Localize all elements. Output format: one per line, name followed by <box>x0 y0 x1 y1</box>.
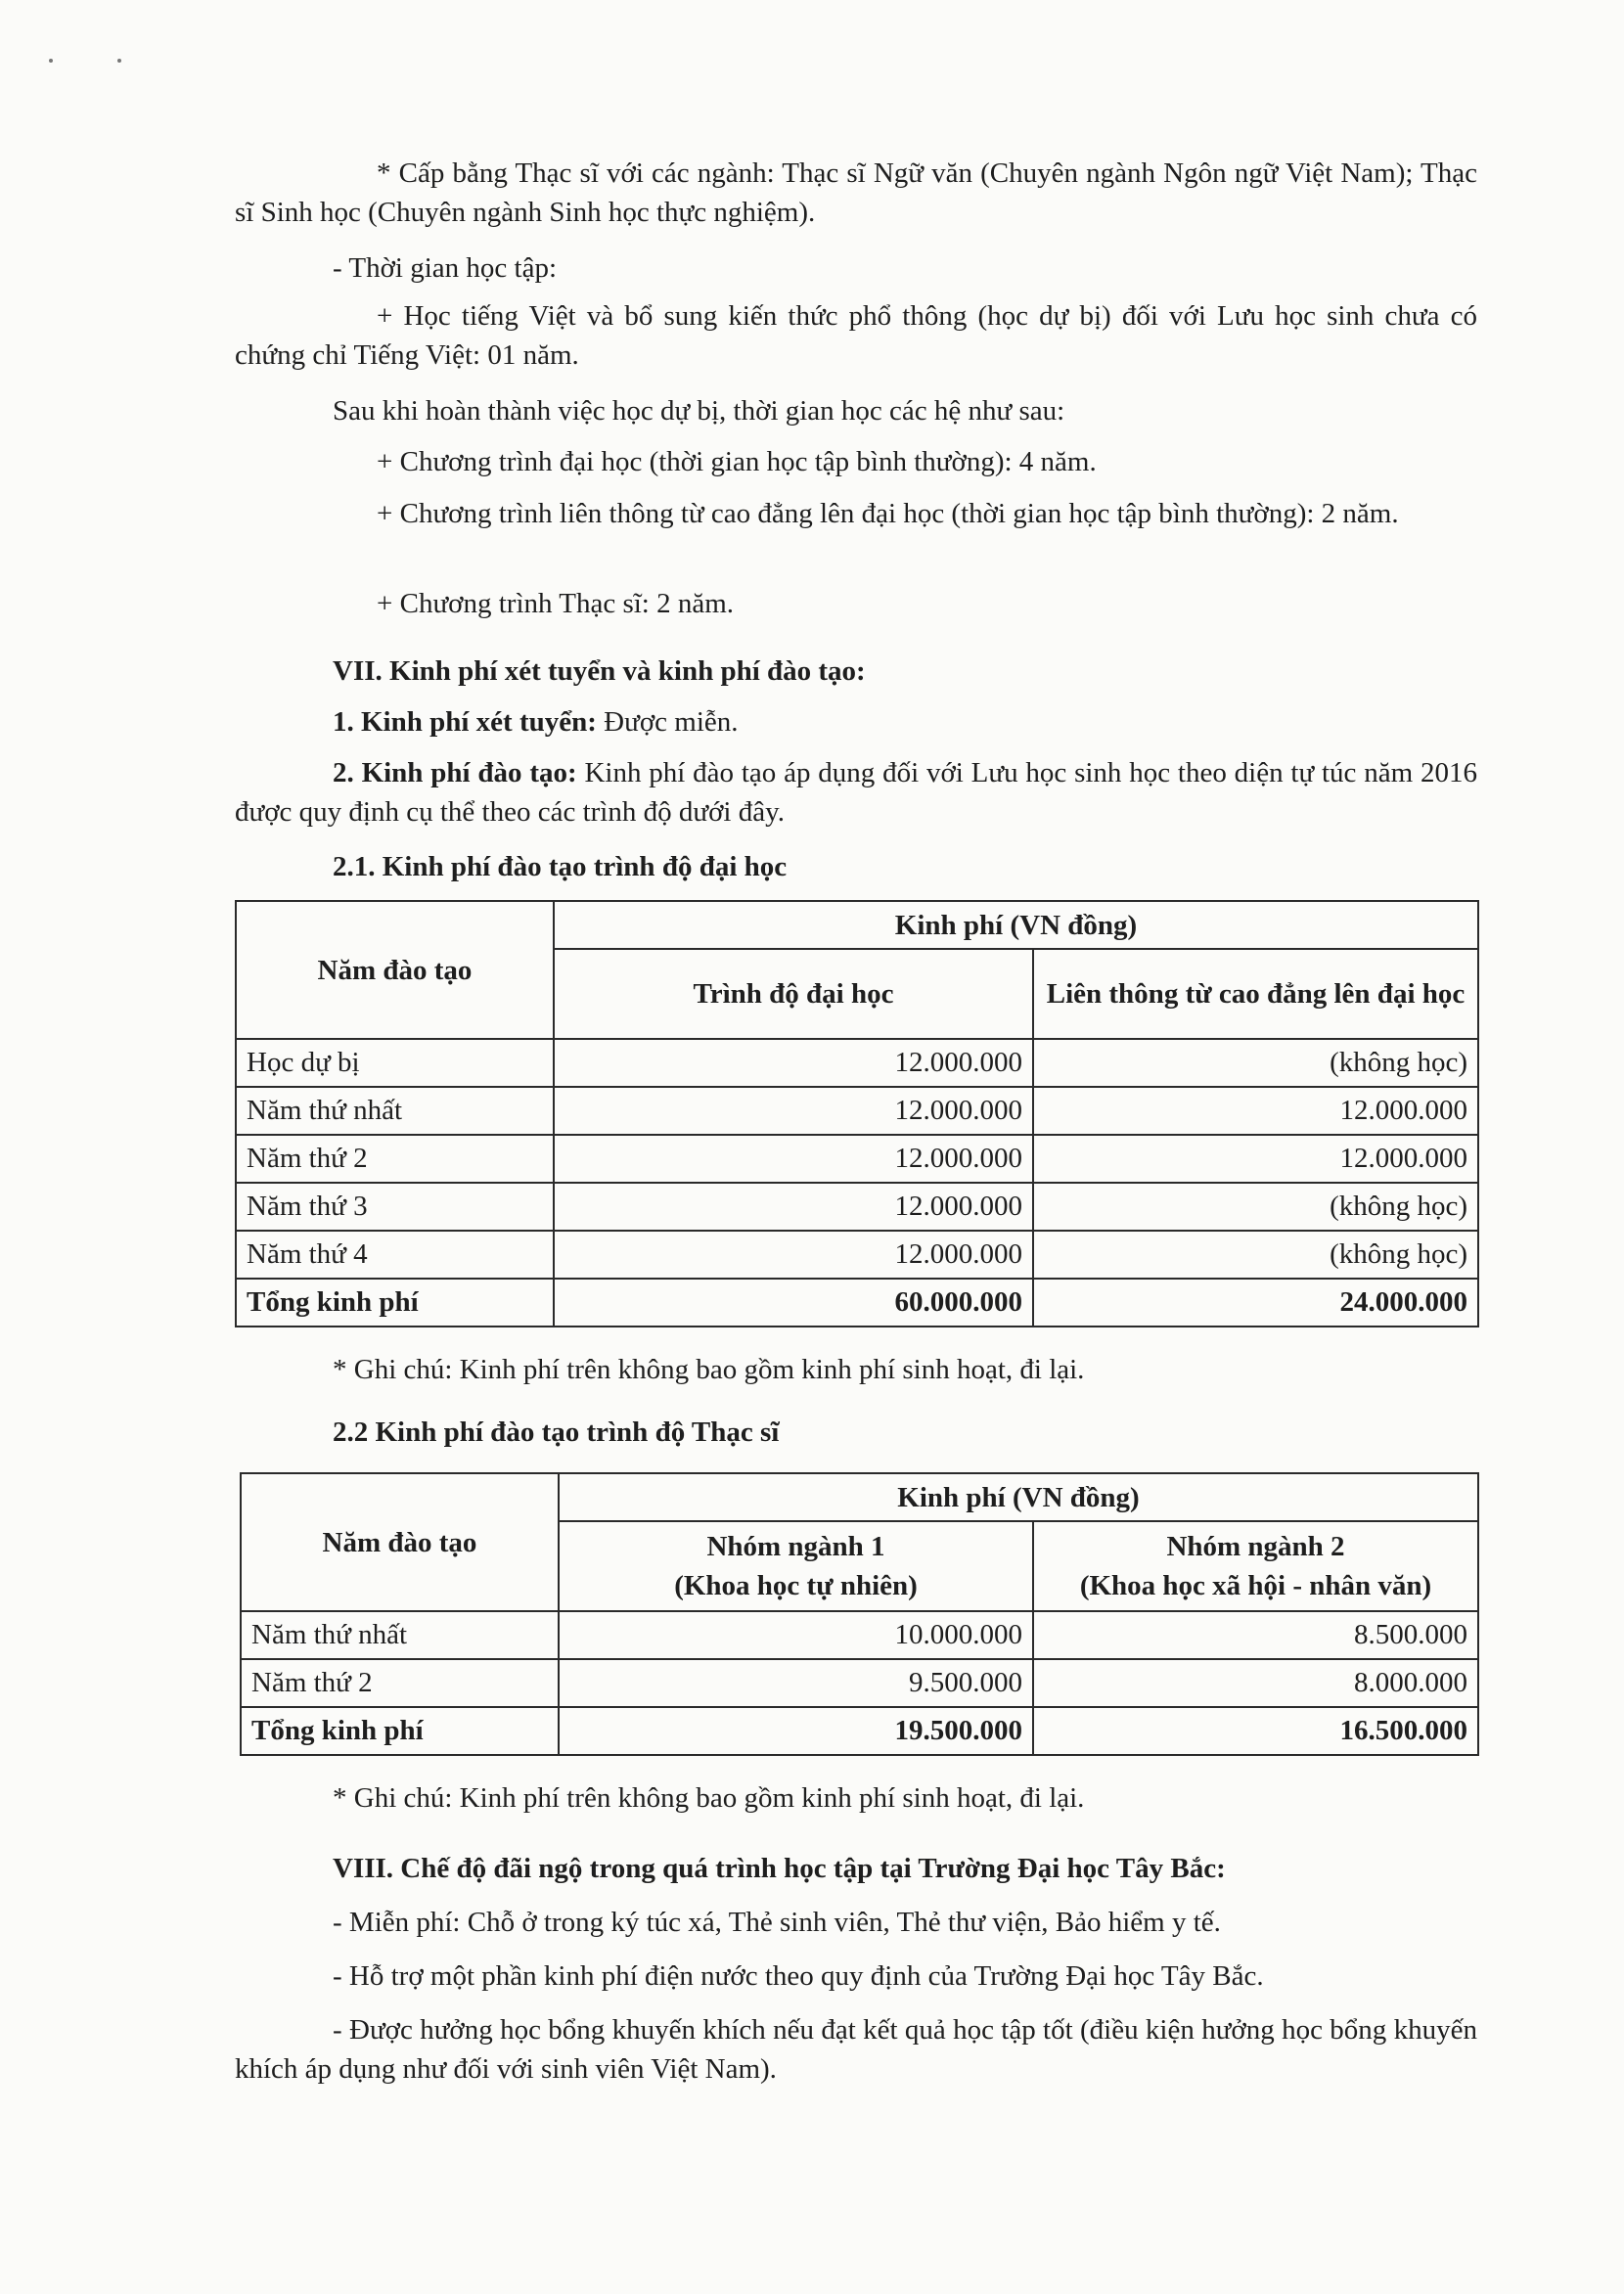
sub1-heading: 2.1. Kinh phí đào tạo trình độ đại học <box>333 851 788 882</box>
row-undergrad-value: 12.000.000 <box>554 1039 1033 1087</box>
note1: * Ghi chú: Kinh phí trên không bao gồm kinh phí sinh hoạt, đi lại. <box>333 1354 1085 1385</box>
group1-line2: (Khoa học tự nhiên) <box>674 1570 918 1601</box>
section8-heading: VIII. Chế độ đãi ngộ trong quá trình học tập tại Trường Đại học Tây Bắc: <box>333 1853 1226 1884</box>
sub2-heading: 2.2 Kinh phí đào tạo trình độ Thạc sĩ <box>333 1417 780 1448</box>
prep-year-paragraph: + Học tiếng Việt và bổ sung kiến thức phổ thông (học dự bị) đối với Lưu học sinh chưa có chứng chỉ Tiếng Việt: 01 năm. <box>235 300 1477 371</box>
table-row <box>236 1135 1478 1183</box>
section8-item3: - Được hưởng học bổng khuyến khích nếu đạt kết quả học tập tốt (điều kiện hưởng học bổng khuyến khích áp dụng như đối với sinh viên Việt Nam). <box>235 2014 1477 2085</box>
row-bridge-value: (không học) <box>1033 1183 1478 1231</box>
scan-speck <box>117 59 121 63</box>
row-undergrad-value: 12.000.000 <box>554 1135 1033 1183</box>
row-group1-value: 10.000.000 <box>559 1611 1033 1659</box>
section7-item2-text: Kinh phí đào tạo áp dụng đối với Lưu học sinh học theo diện tự túc năm 2016 được quy định cụ thể theo các trình độ dưới đây. <box>235 757 1477 828</box>
total-label: Tổng kinh phí <box>236 1279 554 1327</box>
col-year-header: Năm đào tạo <box>236 901 554 1039</box>
note2: * Ghi chú: Kinh phí trên không bao gồm kinh phí sinh hoạt, đi lại. <box>333 1782 1085 1814</box>
row-label: Năm thứ 3 <box>236 1183 554 1231</box>
table-total-row <box>241 1707 1478 1755</box>
row-label: Năm thứ 2 <box>241 1659 559 1707</box>
row-undergrad-value: 12.000.000 <box>554 1087 1033 1135</box>
row-group2-value: 8.000.000 <box>1033 1659 1478 1707</box>
row-label: Năm thứ nhất <box>236 1087 554 1135</box>
col-group1-header <box>559 1521 1033 1611</box>
section7-item1-text: Được miễn. <box>596 706 739 738</box>
row-label: Năm thứ nhất <box>241 1611 559 1659</box>
table-row <box>241 1659 1478 1707</box>
row-bridge-value: (không học) <box>1033 1231 1478 1279</box>
study-time-heading: - Thời gian học tập: <box>333 252 558 284</box>
row-undergrad-value: 12.000.000 <box>554 1231 1033 1279</box>
section7-item1 <box>333 702 739 742</box>
total-group2-value: 16.500.000 <box>1033 1707 1478 1755</box>
table-total-row <box>236 1279 1478 1327</box>
after-prep-paragraph: Sau khi hoàn thành việc học dự bị, thời gian học các hệ như sau: <box>333 395 1065 427</box>
table-row <box>236 1087 1478 1135</box>
col-bridge-header: Liên thông từ cao đẳng lên đại học <box>1033 949 1478 1039</box>
col-group-header: Kinh phí (VN đồng) <box>559 1473 1478 1521</box>
section7-item2-label: 2. Kinh phí đào tạo: <box>333 757 577 788</box>
row-label: Năm thứ 4 <box>236 1231 554 1279</box>
row-bridge-value: 12.000.000 <box>1033 1087 1478 1135</box>
table-row <box>236 1231 1478 1279</box>
col-year-header: Năm đào tạo <box>241 1473 559 1611</box>
col-undergrad-header: Trình độ đại học <box>554 949 1033 1039</box>
section8-item2: - Hỗ trợ một phần kinh phí điện nước theo quy định của Trường Đại học Tây Bắc. <box>333 1960 1264 1992</box>
table-row <box>236 1039 1478 1087</box>
row-label: Học dự bị <box>236 1039 554 1087</box>
total-group1-value: 19.500.000 <box>559 1707 1033 1755</box>
master-program-line: + Chương trình Thạc sĩ: 2 năm. <box>377 588 735 619</box>
row-bridge-value: (không học) <box>1033 1039 1478 1087</box>
section7-item2 <box>235 753 1477 832</box>
row-group2-value: 8.500.000 <box>1033 1611 1478 1659</box>
total-undergrad-value: 60.000.000 <box>554 1279 1033 1327</box>
bridge-program-paragraph: + Chương trình liên thông từ cao đẳng lên đại học (thời gian học tập bình thường): 2 năm. <box>377 498 1399 529</box>
row-group1-value: 9.500.000 <box>559 1659 1033 1707</box>
row-undergrad-value: 12.000.000 <box>554 1183 1033 1231</box>
row-label: Năm thứ 2 <box>236 1135 554 1183</box>
table-row <box>236 1183 1478 1231</box>
master-fee-table <box>240 1472 1479 1756</box>
col-group2-header <box>1033 1521 1478 1611</box>
group1-line1: Nhóm ngành 1 <box>706 1531 885 1562</box>
total-label: Tổng kinh phí <box>241 1707 559 1755</box>
group2-line2: (Khoa học xã hội - nhân văn) <box>1079 1570 1432 1601</box>
scan-speck <box>49 59 53 63</box>
section8-item1: - Miễn phí: Chỗ ở trong ký túc xá, Thẻ sinh viên, Thẻ thư viện, Bảo hiểm y tế. <box>333 1907 1221 1938</box>
degree-master-paragraph: * Cấp bằng Thạc sĩ với các ngành: Thạc sĩ Ngữ văn (Chuyên ngành Ngôn ngữ Việt Nam); Thạc sĩ Sinh học (Chuyên ngành Sinh học thực nghiệm). <box>235 157 1477 228</box>
undergrad-fee-table <box>235 900 1479 1327</box>
section7-heading: VII. Kinh phí xét tuyển và kinh phí đào tạo: <box>333 655 866 687</box>
row-bridge-value: 12.000.000 <box>1033 1135 1478 1183</box>
total-bridge-value: 24.000.000 <box>1033 1279 1478 1327</box>
col-group-header: Kinh phí (VN đồng) <box>554 901 1478 949</box>
section7-item1-label: 1. Kinh phí xét tuyển: <box>333 706 597 738</box>
group2-line1: Nhóm ngành 2 <box>1166 1531 1345 1562</box>
table-row <box>241 1611 1478 1659</box>
undergrad-program-line: + Chương trình đại học (thời gian học tập bình thường): 4 năm. <box>377 446 1097 477</box>
